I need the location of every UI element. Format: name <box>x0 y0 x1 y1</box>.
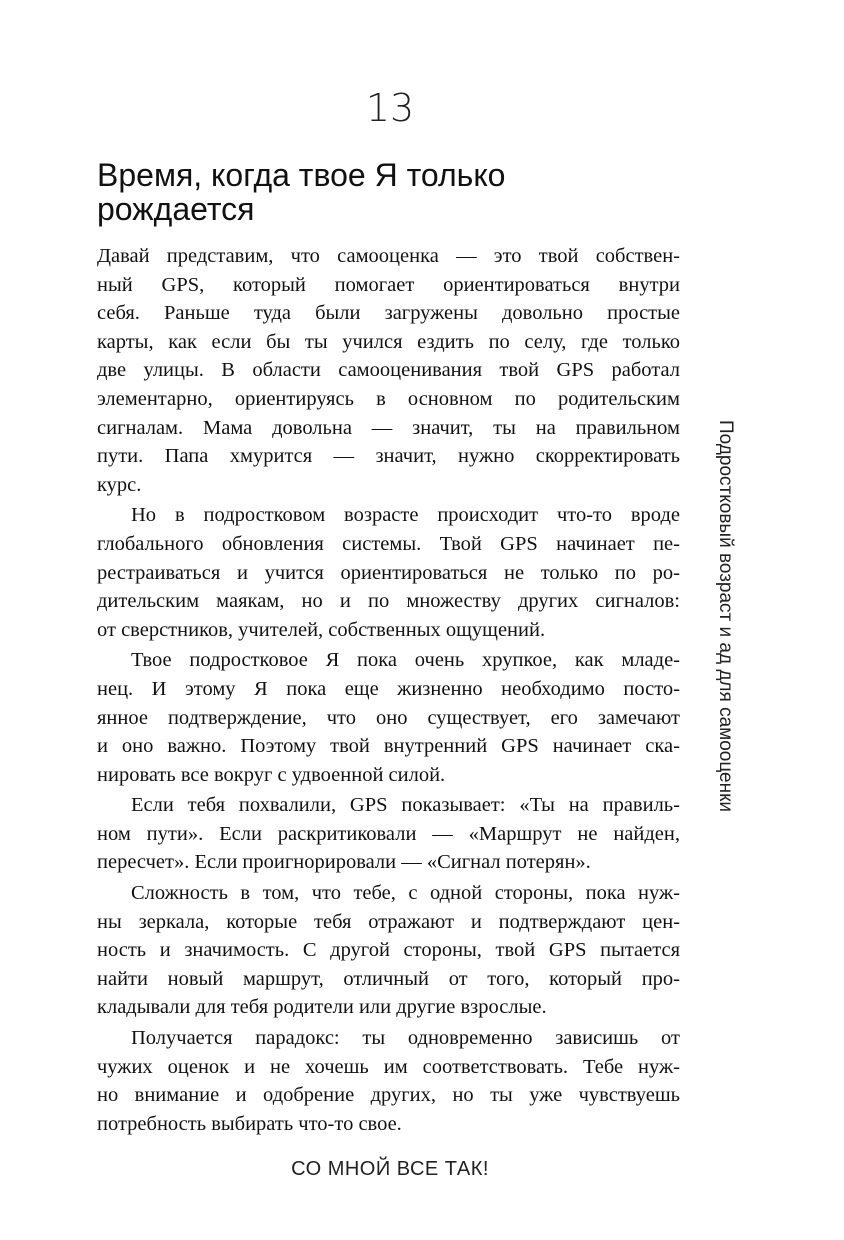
paragraph <box>97 1024 680 1138</box>
text-line: пересчет». Если проигнорировали — «Сигнал потерян». <box>97 851 591 874</box>
text-line: себя. Раньше туда были загружены довольно простые <box>97 302 680 325</box>
text-line: Если тебя похвалили, GPS показывает: «Ты на правиль- <box>131 794 680 817</box>
page-number: 13 <box>365 86 415 130</box>
paragraph <box>97 879 680 1022</box>
text-line: потребность выбирать что-то свое. <box>97 1112 402 1135</box>
text-line: нец. И этому Я пока еще жизненно необходимо посто- <box>97 677 680 700</box>
text-line: пути. Папа хмурится — значит, нужно скорректировать <box>97 445 680 468</box>
text-line: две улицы. В области самооценивания твой GPS работал <box>97 359 680 382</box>
text-line: янное подтверждение, что оно существует, его замечают <box>97 706 680 729</box>
paragraph <box>97 501 680 644</box>
book-title-footer: СО МНОЙ ВСЕ ТАК! <box>291 1158 489 1180</box>
text-line: глобального обновления системы. Твой GPS начинает пе- <box>97 532 680 555</box>
text-line: сигналам. Мама довольна — значит, ты на правильном <box>97 416 680 439</box>
body-text <box>97 242 680 1140</box>
chapter-title-line: рождается <box>97 191 255 227</box>
paragraph <box>97 646 680 789</box>
text-line: Сложность в том, что тебе, с одной стороны, пока нуж- <box>131 882 680 905</box>
paragraph <box>97 791 680 877</box>
text-line: ном пути». Если раскритиковали — «Маршрут не найден, <box>97 822 680 845</box>
text-line: ный GPS, который помогает ориентироваться внутри <box>97 273 680 296</box>
text-line: курс. <box>97 473 142 496</box>
text-line: чужих оценок и не хочешь им соответствовать. Тебе нуж- <box>97 1055 680 1078</box>
text-line: от сверстников, учителей, собственных ощущений. <box>97 618 546 641</box>
chapter-title <box>97 158 697 226</box>
text-line: найти новый маршрут, отличный от того, который про- <box>97 967 680 990</box>
paragraph <box>97 242 680 499</box>
text-line: нировать все вокруг с удвоенной силой. <box>97 763 446 786</box>
text-line: Получается парадокс: ты одновременно зависишь от <box>131 1027 680 1050</box>
chapter-title-line: Время, когда твое Я только <box>97 157 506 193</box>
text-line: карты, как если бы ты учился ездить по селу, где только <box>97 330 680 353</box>
text-line: элементарно, ориентируясь в основном по родительским <box>97 387 680 410</box>
text-line: Твое подростковое Я пока очень хрупкое, как младе- <box>131 649 680 672</box>
text-line: ность и значимость. С другой стороны, твой GPS пытается <box>97 939 680 962</box>
text-line: рестраиваться и учится ориентироваться не только по ро- <box>97 561 680 584</box>
text-line: кладывали для тебя родители или другие взрослые. <box>97 996 547 1019</box>
text-line: Давай представим, что самооценка — это твой собствен- <box>97 245 680 267</box>
text-line: и оно важно. Поэтому твой внутренний GPS начинает ска- <box>97 735 680 758</box>
text-line: Но в подростковом возрасте происходит что-то вроде <box>131 504 680 527</box>
text-line: но внимание и одобрение других, но ты уже чувствуешь <box>97 1084 680 1107</box>
text-line: дительским маякам, но и по множеству других сигналов: <box>97 590 680 613</box>
running-header-vertical: Подростковый возраст и ад для самооценки <box>715 420 736 813</box>
text-line: ны зеркала, которые тебя отражают и подтверждают цен- <box>97 910 680 933</box>
